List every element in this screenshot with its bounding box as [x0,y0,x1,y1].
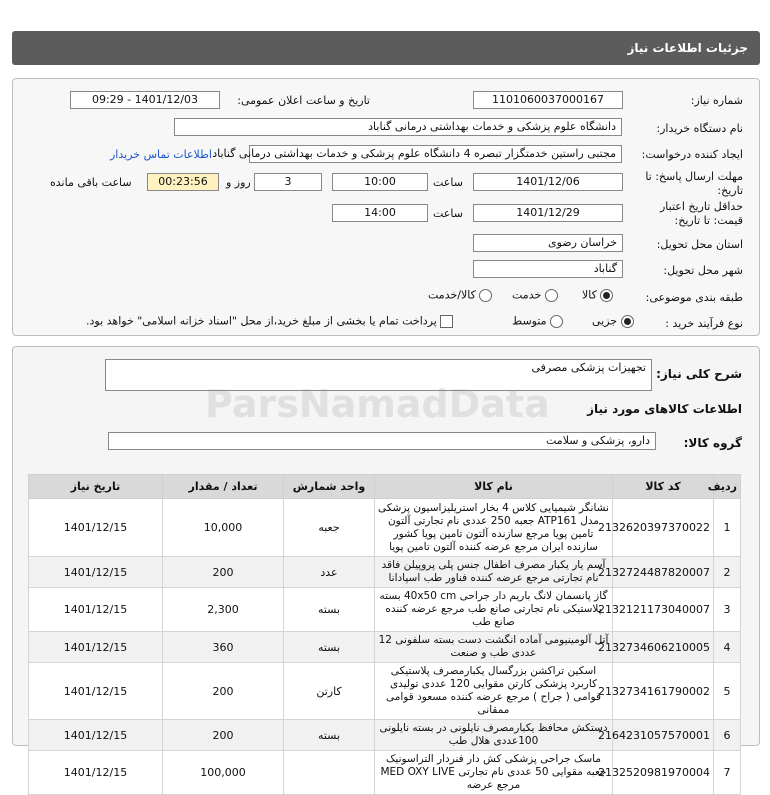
goods-code: 2132724487820007 [613,557,714,588]
goods-info-title: اطلاعات کالاهای مورد نیاز [587,402,742,416]
goods-name: گاز پانسمان لانگ باریم دار جراحی 40x50 cm بسته پلاستیکی نام تجارتی صانع طب مرجع عرضه کننده صانع طب [375,588,613,632]
quantity: 360 [163,632,284,663]
column-header: تعداد / مقدار [163,475,284,499]
row-number: 1 [714,499,741,557]
unit: عدد [284,557,375,588]
table-header-row [29,475,741,499]
treasury-payment-option[interactable]: پرداخت تمام یا بخشی از مبلغ خرید،از محل "اسناد خزانه اسلامی" خواهد بود. [86,314,453,328]
validity-time-label: ساعت [433,207,463,220]
goods-code: 2132734161790002 [613,663,714,720]
table-row [29,557,741,588]
goods-name: آسم یار یکبار مصرف اطفال جنس پلی پروپیلن فاقد نام تجارتی مرجع عرضه کننده فناور طب اسپادانا [375,557,613,588]
goods-name: نشانگر شیمیایی کلاس 4 بخار استریلیزاسیون پزشکی مدل ATP161 جعبه 250 عددی نام تجارتی آلتون تامین پویا مرجع سازنده آلتون تامین پویا کشور سازنده ایران مرجع عرضه کننده آلتون تامین پویا [375,499,613,557]
goods-group-label: گروه کالا: [683,436,742,450]
goods-group-field: دارو، پزشکی و سلامت [108,432,656,450]
table-row [29,751,741,795]
need-date: 1401/12/15 [29,557,163,588]
radio-icon[interactable] [545,289,558,302]
quantity: 200 [163,720,284,751]
column-header: کد کالا [613,475,714,499]
goods-code: 2132734606210005 [613,632,714,663]
buyer-label: نام دستگاه خریدار: [656,122,743,135]
category-label: طبقه بندی موضوعی: [645,291,743,304]
validity-date-label: قیمت: تا تاریخ: [674,214,743,227]
goods-table [28,474,741,795]
days-label: روز و [226,176,251,189]
deadline-time-field: 10:00 [332,173,428,191]
goods-name: دستکش محافظ یکبارمصرف نایلونی در بسته نایلونی 100عددی هلال طب [375,720,613,751]
validity-time-field: 14:00 [332,204,428,222]
validity-date-field: 1401/12/29 [473,204,623,222]
buyer-contact-link[interactable]: اطلاعات تماس خریدار [110,148,212,161]
announce-datetime-field: 1401/12/03 - 09:29 [70,91,220,109]
validity-label: حداقل تاریخ اعتبار [659,200,743,213]
need-date: 1401/12/15 [29,588,163,632]
unit [284,751,375,795]
watermark-logo: ParsNamadData [205,382,550,426]
row-number: 3 [714,588,741,632]
province-field: خراسان رضوی [473,234,623,252]
creator-field: مجتبی راستین خدمتگزار تبصره 4 دانشگاه علوم پزشکی و خدمات بهداشتی درمانی گناباد [249,145,622,163]
city-field: گناباد [473,260,623,278]
need-date: 1401/12/15 [29,663,163,720]
table-row [29,499,741,557]
radio-icon[interactable] [479,289,492,302]
column-header: نام کالا [375,475,613,499]
goods-name: اسکین تراکشن بزرگسال یکبارمصرف پلاستیکی کاربرد پزشکی کارتن مقوایی 120 عددی تولیدی قوامی ( جراح ) مرجع عرضه کننده مسعود قوامی ممقانی [375,663,613,720]
checkbox-icon[interactable] [440,315,453,328]
remaining-time-field: 00:23:56 [147,173,219,191]
days-remaining-field: 3 [254,173,322,191]
process-label: نوع فرآیند خرید : [665,317,743,330]
deadline-label: مهلت ارسال پاسخ: تا [645,170,743,183]
table-row [29,720,741,751]
deadline-time-label: ساعت [433,176,463,189]
creator-label: ایجاد کننده درخواست: [641,148,743,161]
column-header: تاریخ نیاز [29,475,163,499]
city-label: شهر محل تحویل: [663,264,743,277]
quantity: 2,300 [163,588,284,632]
quantity: 200 [163,557,284,588]
category-option-goods[interactable]: کالا [582,288,613,302]
description-label: شرح کلی نیاز: [656,367,742,381]
quantity: 10,000 [163,499,284,557]
quantity: 100,000 [163,751,284,795]
row-number: 5 [714,663,741,720]
deadline-date-field: 1401/12/06 [473,173,623,191]
goods-code: 2164231057570001 [613,720,714,751]
need-number-field: 1101060037000167 [473,91,623,109]
province-label: استان محل تحویل: [656,238,743,251]
row-number: 6 [714,720,741,751]
buyer-field: دانشگاه علوم پزشکی و خدمات بهداشتی درمانی گناباد [174,118,622,136]
description-field: تجهیزات پزشکی مصرفی [105,359,652,391]
goods-name: ماسک جراحی پزشکی کش دار فنردار التراسونیک جعبه مقوایی 50 عددی نام تجارتی MED OXY LIVE مرجع عرضه [375,751,613,795]
quantity: 200 [163,663,284,720]
announce-label: تاریخ و ساعت اعلان عمومی: [237,94,370,107]
need-date: 1401/12/15 [29,499,163,557]
goods-code: 2132121173040007 [613,588,714,632]
radio-icon[interactable] [550,315,563,328]
unit: بسته [284,632,375,663]
table-row [29,663,741,720]
column-header: ردیف [714,475,741,499]
unit: بسته [284,588,375,632]
unit: بسته [284,720,375,751]
process-option-minor[interactable]: جزیی [592,314,634,328]
table-row [29,588,741,632]
page-title: جزئیات اطلاعات نیاز [12,31,760,65]
unit: کارتن [284,663,375,720]
remaining-label: ساعت باقی مانده [50,176,132,189]
goods-code: 2132520981970004 [613,751,714,795]
radio-selected-icon[interactable] [621,315,634,328]
column-header: واحد شمارش [284,475,375,499]
need-date: 1401/12/15 [29,751,163,795]
row-number: 7 [714,751,741,795]
unit: جعبه [284,499,375,557]
process-option-medium[interactable]: متوسط [512,314,563,328]
category-option-goods-service[interactable]: کالا/خدمت [428,288,492,302]
need-number-label: شماره نیاز: [690,94,743,107]
goods-name: آتل آلومینیومی آماده انگشت دست بسته سلفونی 12 عددی طب و صنعت [375,632,613,663]
row-number: 4 [714,632,741,663]
table-row [29,632,741,663]
row-number: 2 [714,557,741,588]
deadline-date-label: تاریخ: [717,184,743,197]
need-date: 1401/12/15 [29,632,163,663]
category-option-service[interactable]: خدمت [512,288,558,302]
radio-selected-icon[interactable] [600,289,613,302]
goods-code: 2132620397370022 [613,499,714,557]
need-date: 1401/12/15 [29,720,163,751]
